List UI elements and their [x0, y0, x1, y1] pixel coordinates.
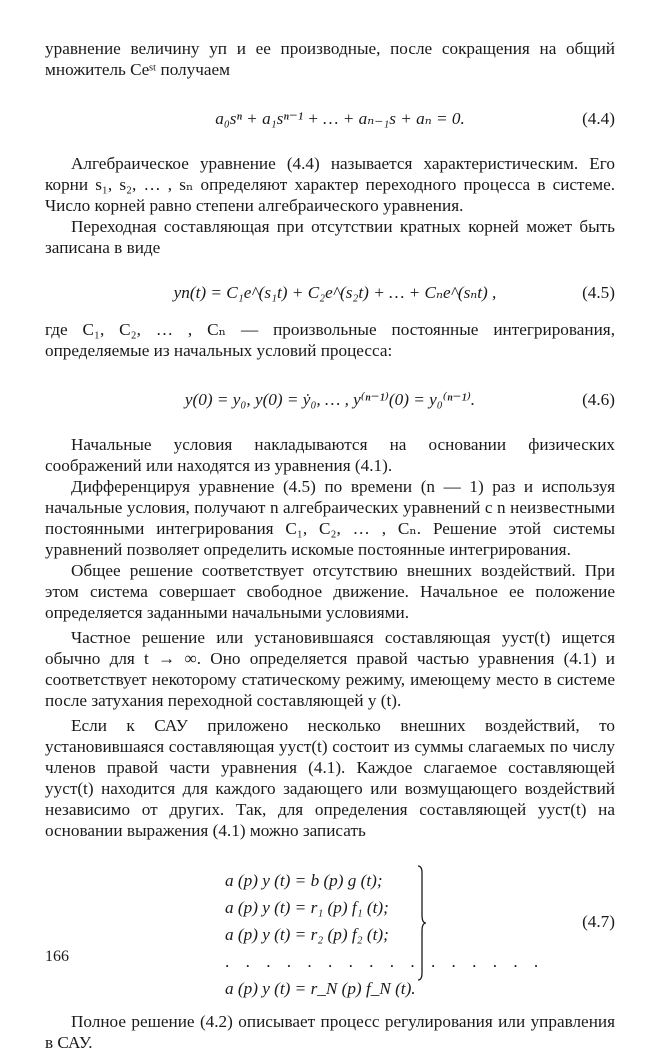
equation-4-7-number: (4.7) — [582, 912, 615, 931]
page-body — [45, 38, 615, 1053]
equation-4-7 — [45, 867, 615, 998]
equation-4-5-number: (4.5) — [582, 283, 615, 302]
equation-4-7-line-3: a (p) y (t) = r₂ (p) f₂ (t); — [225, 925, 389, 944]
paragraph-1: Алгебраическое уравнение (4.4) называется характеристическим. Его корни s₁, s₂, … , sₙ определяют характер переходного процесса в системе. Число корней равно степени алгебраического уравнения. — [45, 154, 615, 215]
paragraph-0: уравнение величину yп и ее производные, после сокращения на общий множитель Ceˢᵗ получаем — [45, 39, 615, 79]
paragraph-3: где C₁, C₂, … , Cₙ — произвольные постоянные интегрирования, определяемые из начальных условий процесса: — [45, 320, 615, 360]
equation-4-7-lines — [225, 867, 544, 1002]
paragraph-5: Дифференцируя уравнение (4.5) по времени (n — 1) раз и используя начальные условия, получают n алгебраических уравнений с n неизвестными постоянными интегрирования C₁, C₂, … , Cₙ. Решение этой системы уравнений позволяет определить искомые постоянные интегрирования. — [45, 477, 615, 559]
equation-4-5-expr: yп(t) = C₁e^(s₁t) + C₂e^(s₂t) + … + Cₙe^(sₙt) , — [173, 283, 497, 302]
equation-4-5 — [45, 282, 615, 303]
paragraph-9: Полное решение (4.2) описывает процесс регулирования или управления в САУ. — [45, 1012, 615, 1052]
paragraph-4: Начальные условия накладываются на основании физических соображений или находятся из уравнения (4.1). — [45, 435, 615, 475]
equation-4-4-number: (4.4) — [582, 109, 615, 128]
equation-4-4-expr: a₀sⁿ + a₁sⁿ⁻¹ + … + aₙ₋₁s + aₙ = 0. — [215, 109, 465, 128]
equation-4-6-expr: y(0) = y₀, y(0) = ẏ₀, … , y⁽ⁿ⁻¹⁾(0) = y₀⁽ⁿ⁻¹⁾. — [184, 390, 476, 409]
equation-4-7-line-1: a (p) y (t) = b (p) g (t); — [225, 871, 383, 890]
paragraph-8: Если к САУ приложено несколько внешних воздействий, то установившаяся составляющая yуст(t) состоит из суммы слагаемых по числу членов правой части уравнения (4.1). Каждое слагаемое составляющей yуст(t) находится для каждого задающего или возмущающего воздействий независимо от других. Так, для определения составляющей yуст(t) на основании выражения (4.1) можно записать — [45, 716, 615, 840]
right-brace-icon — [417, 865, 427, 981]
equation-4-6 — [45, 389, 615, 410]
equation-4-7-line-5: a (p) y (t) = r_N (p) f_N (t). — [225, 979, 416, 998]
paragraph-7: Частное решение или установившаяся составляющая yуст(t) ищется обычно для t → ∞. Оно определяется правой частью уравнения (4.1) и соответствует некоторому статическому режиму, имеющему место в системе после затухания переходной составляющей y (t). — [45, 628, 615, 710]
page-number: 166 — [45, 948, 69, 965]
equation-4-7-line-4: . . . . . . . . . . . . . . . . — [225, 952, 545, 971]
paragraph-6: Общее решение соответствует отсутствию внешних воздействий. При этом система совершает свободное движение. Начальное ее положение определяется заданными начальными условиями. — [45, 561, 615, 622]
paragraph-2: Переходная составляющая при отсутствии кратных корней может быть записана в виде — [45, 217, 615, 257]
equation-4-4 — [45, 108, 615, 129]
equation-4-6-number: (4.6) — [582, 390, 615, 409]
equation-4-7-line-2: a (p) y (t) = r₁ (p) f₁ (t); — [225, 898, 389, 917]
